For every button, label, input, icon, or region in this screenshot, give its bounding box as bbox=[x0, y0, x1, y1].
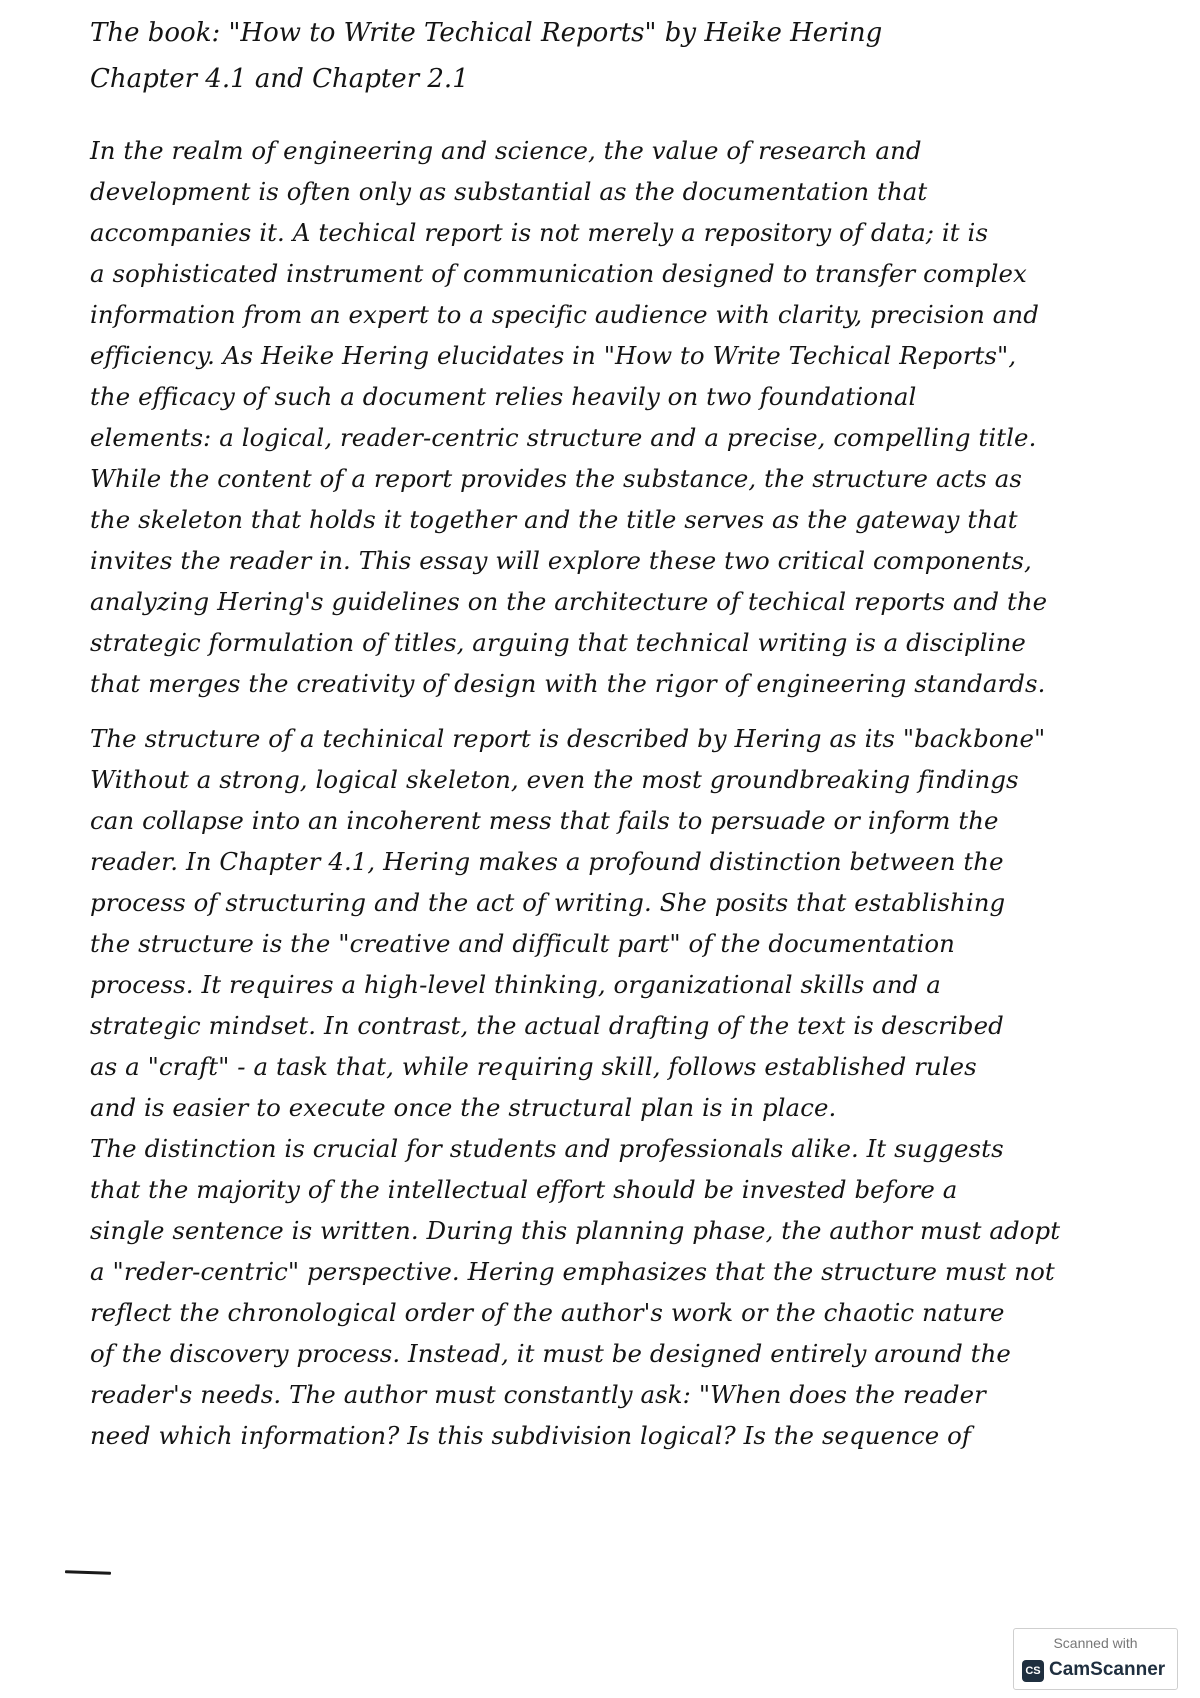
text-line: the skeleton that holds it together and the title serves as the gateway that bbox=[90, 505, 1018, 534]
text-line: that merges the creativity of design with the rigor of engineering standards. bbox=[90, 669, 1046, 698]
paragraph-distinction bbox=[90, 1128, 1170, 1456]
text-line: reader's needs. The author must constantly ask: "When does the reader bbox=[90, 1380, 986, 1409]
text-line: process of structuring and the act of writing. She posits that establishing bbox=[90, 888, 1006, 917]
camscanner-logo-icon: CS bbox=[1022, 1660, 1044, 1682]
text-line: strategic formulation of titles, arguing that technical writing is a discipline bbox=[90, 628, 1026, 657]
text-line: The distinction is crucial for students and professionals alike. It suggests bbox=[90, 1134, 1004, 1163]
text-line: that the majority of the intellectual effort should be invested before a bbox=[90, 1175, 958, 1204]
text-line: While the content of a report provides the substance, the structure acts as bbox=[90, 464, 1022, 493]
paragraph-spacer bbox=[90, 704, 1170, 718]
text-line: The structure of a techinical report is described by Hering as its "backbone" bbox=[90, 724, 1046, 753]
text-line: a sophisticated instrument of communication designed to transfer complex bbox=[90, 259, 1027, 288]
text-line: the efficacy of such a document relies heavily on two foundational bbox=[90, 382, 917, 411]
text-line: accompanies it. A techical report is not merely a repository of data; it is bbox=[90, 218, 989, 247]
text-line: of the discovery process. Instead, it must be designed entirely around the bbox=[90, 1339, 1011, 1368]
paragraph-structure bbox=[90, 718, 1170, 1128]
essay-body bbox=[90, 130, 1170, 1456]
watermark-caption: Scanned with bbox=[1053, 1635, 1138, 1651]
text-line: elements: a logical, reader-centric structure and a precise, compelling title. bbox=[90, 423, 1037, 452]
text-line: invites the reader in. This essay will explore these two critical components, bbox=[90, 546, 1032, 575]
text-line: efficiency. As Heike Hering elucidates in "How to Write Techical Reports", bbox=[90, 341, 1017, 370]
page-header bbox=[90, 10, 1130, 102]
camscanner-watermark bbox=[1013, 1628, 1178, 1690]
text-line: single sentence is written. During this planning phase, the author must adopt bbox=[90, 1216, 1061, 1245]
watermark-brand-name: CamScanner bbox=[1049, 1659, 1166, 1680]
text-line: analyzing Hering's guidelines on the architecture of techical reports and the bbox=[90, 587, 1048, 616]
text-line: development is often only as substantial as the documentation that bbox=[90, 177, 928, 206]
text-line: the structure is the "creative and difficult part" of the documentation bbox=[90, 929, 955, 958]
text-line: and is easier to execute once the structural plan is in place. bbox=[90, 1093, 837, 1122]
text-line: Without a strong, logical skeleton, even the most groundbreaking findings bbox=[90, 765, 1019, 794]
text-line: a "reder-centric" perspective. Hering emphasizes that the structure must not bbox=[90, 1257, 1055, 1286]
text-line: strategic mindset. In contrast, the actual drafting of the text is described bbox=[90, 1011, 1004, 1040]
paragraph-introduction bbox=[90, 130, 1170, 704]
text-line: reflect the chronological order of the author's work or the chaotic nature bbox=[90, 1298, 1005, 1327]
page-end-mark bbox=[65, 1570, 111, 1575]
text-line: can collapse into an incoherent mess that fails to persuade or inform the bbox=[90, 806, 999, 835]
text-line: In the realm of engineering and science, the value of research and bbox=[90, 136, 922, 165]
header-book-line: The book: "How to Write Techical Reports" by Heike Hering bbox=[90, 18, 883, 48]
text-line: need which information? Is this subdivision logical? Is the sequence of bbox=[90, 1421, 972, 1450]
text-line: information from an expert to a specific audience with clarity, precision and bbox=[90, 300, 1039, 329]
text-line: reader. In Chapter 4.1, Hering makes a profound distinction between the bbox=[90, 847, 1004, 876]
text-line: process. It requires a high-level thinking, organizational skills and a bbox=[90, 970, 941, 999]
text-line: as a "craft" - a task that, while requiring skill, follows established rules bbox=[90, 1052, 977, 1081]
header-chapter-line: Chapter 4.1 and Chapter 2.1 bbox=[90, 64, 469, 94]
